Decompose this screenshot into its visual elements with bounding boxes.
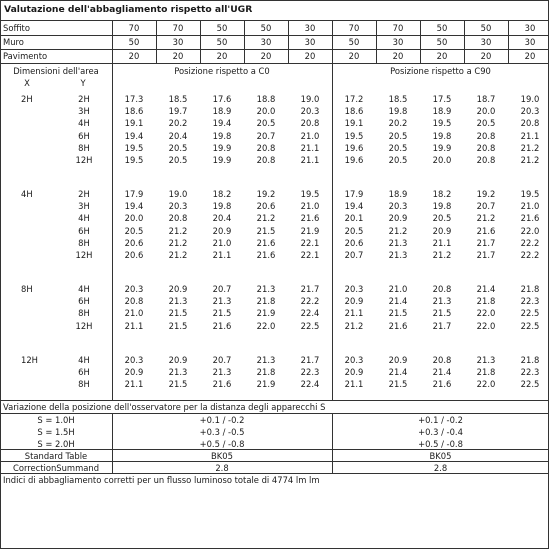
- reflectance-label: Soffito: [3, 23, 30, 33]
- ugr-c0-value: 22.1: [300, 250, 320, 260]
- reflectance-value: 70: [392, 23, 404, 33]
- ugr-c0-value: 21.3: [212, 366, 232, 377]
- ugr-c0-value: 21.6: [256, 250, 276, 260]
- ugr-c0-value: 21.5: [212, 308, 232, 319]
- ugr-c90-value: 21.1: [344, 379, 364, 389]
- ugr-c90-value: 19.1: [344, 118, 364, 129]
- ugr-c0-value: 21.5: [256, 225, 276, 236]
- ugr-c0-value: 20.3: [124, 354, 144, 365]
- ugr-c90-value: 20.1: [344, 213, 364, 224]
- divider: [156, 20, 157, 63]
- reflectance-value: 20: [392, 51, 404, 61]
- reflectance-value: 50: [480, 23, 492, 33]
- ugr-c0-value: 21.1: [124, 379, 144, 389]
- ugr-c90-value: 22.5: [520, 320, 540, 331]
- ugr-c90-value: 21.8: [476, 366, 496, 377]
- ugr-c90-value: 20.8: [476, 130, 496, 141]
- ugr-c90-value: 20.5: [344, 225, 364, 236]
- ugr-c0-value: 18.2: [212, 189, 232, 199]
- reflectance-value: 20: [260, 51, 272, 61]
- ugr-c90-value: 20.6: [344, 237, 364, 248]
- area-y-value: 12H: [75, 320, 93, 331]
- reflectance-value: 20: [216, 51, 228, 61]
- ugr-c0-value: 21.2: [168, 237, 188, 248]
- ugr-c90-value: 20.8: [476, 155, 496, 165]
- divider: [332, 413, 333, 449]
- ugr-c90-value: 21.8: [520, 354, 540, 365]
- ugr-c0-value: 20.7: [256, 130, 276, 141]
- ugr-c90-value: 21.3: [432, 296, 452, 307]
- divider: [244, 20, 245, 63]
- standard-table-label: Standard Table: [24, 451, 88, 461]
- ugr-c0-value: 22.5: [300, 320, 320, 331]
- divider: [1, 63, 549, 64]
- area-y-value: 6H: [78, 366, 90, 377]
- ugr-c90-value: 22.0: [476, 308, 496, 319]
- divider: [1, 20, 549, 21]
- divider: [200, 20, 201, 63]
- ugr-c0-value: 21.6: [300, 213, 320, 224]
- ugr-c90-value: 20.8: [520, 118, 540, 129]
- ugr-c0-value: 21.0: [124, 308, 144, 319]
- ugr-c0-value: 21.8: [256, 296, 276, 307]
- variation-label: S = 1.0H: [37, 415, 75, 425]
- ugr-c0-value: 19.2: [256, 189, 276, 199]
- ugr-c0-value: 21.0: [212, 237, 232, 248]
- ugr-c90-value: 21.1: [520, 130, 540, 141]
- ugr-c90-value: 20.8: [432, 354, 452, 365]
- ugr-c90-value: 21.6: [476, 225, 496, 236]
- ugr-c0-value: 22.0: [256, 320, 276, 331]
- ugr-c90-value: 21.4: [432, 366, 452, 377]
- area-y-value: 8H: [78, 142, 90, 153]
- ugr-c90-value: 21.5: [388, 308, 408, 319]
- ugr-c0-value: 18.9: [212, 106, 232, 117]
- ugr-c90-value: 22.0: [476, 379, 496, 389]
- reflectance-value: 20: [524, 51, 536, 61]
- ugr-c90-value: 17.9: [344, 189, 364, 199]
- area-y-value: 6H: [78, 296, 90, 307]
- area-y-value: 8H: [78, 379, 90, 389]
- ugr-c0-value: 21.0: [300, 201, 320, 212]
- reflectance-value: 20: [304, 51, 316, 61]
- ugr-c0-value: 20.0: [124, 213, 144, 224]
- divider: [332, 20, 333, 63]
- reflectance-value: 20: [480, 51, 492, 61]
- area-y-value: 6H: [78, 130, 90, 141]
- area-x-value: 12H: [21, 354, 38, 365]
- ugr-c0-value: 17.6: [212, 94, 232, 104]
- ugr-c0-value: 18.8: [256, 94, 276, 104]
- ugr-c0-value: 17.9: [124, 189, 144, 199]
- ugr-c0-value: 20.8: [256, 155, 276, 165]
- reflectance-value: 30: [304, 37, 316, 47]
- ugr-c90-value: 20.7: [476, 201, 496, 212]
- variation-label: S = 1.5H: [37, 427, 75, 437]
- ugr-c90-value: 19.2: [476, 189, 496, 199]
- reflectance-value: 20: [348, 51, 360, 61]
- area-y-value: 8H: [78, 308, 90, 319]
- reflectance-value: 30: [260, 37, 272, 47]
- reflectance-value: 50: [128, 37, 140, 47]
- ugr-c90-value: 20.2: [388, 118, 408, 129]
- ugr-c90-value: 21.2: [432, 250, 452, 260]
- reflectance-value: 70: [348, 23, 360, 33]
- ugr-c90-value: 20.5: [432, 213, 452, 224]
- ugr-c90-value: 21.3: [476, 354, 496, 365]
- ugr-c90-value: 21.8: [520, 284, 540, 294]
- ugr-c0-value: 20.3: [124, 284, 144, 294]
- ugr-c0-value: 20.6: [124, 237, 144, 248]
- reflectance-value: 20: [172, 51, 184, 61]
- ugr-c0-value: 21.3: [256, 354, 276, 365]
- ugr-c0-value: 20.6: [256, 201, 276, 212]
- variation-label: S = 2.0H: [37, 439, 75, 449]
- divider: [332, 63, 333, 401]
- ugr-c0-value: 20.8: [168, 213, 188, 224]
- footer-note: Indici di abbagliamento corretti per un flusso luminoso totale di 4774 lm lm: [3, 475, 320, 485]
- ugr-c0-value: 19.5: [124, 142, 144, 153]
- variation-c90: +0.1 / -0.2: [418, 415, 463, 425]
- variation-c90: +0.3 / -0.4: [418, 427, 463, 437]
- ugr-c90-value: 21.2: [344, 320, 364, 331]
- ugr-c0-value: 17.3: [124, 94, 144, 104]
- ugr-c0-value: 20.4: [212, 213, 232, 224]
- reflectance-value: 30: [480, 37, 492, 47]
- ugr-c90-value: 21.6: [520, 213, 540, 224]
- ugr-c90-value: 22.5: [520, 379, 540, 389]
- ugr-c0-value: 21.5: [168, 308, 188, 319]
- ugr-c90-value: 19.8: [432, 130, 452, 141]
- ugr-c0-value: 20.3: [300, 106, 320, 117]
- position-c90-header: Posizione rispetto a C90: [390, 66, 491, 76]
- area-y-value: 4H: [78, 213, 90, 224]
- ugr-c0-value: 20.8: [256, 142, 276, 153]
- divider: [508, 20, 509, 63]
- ugr-c0-value: 20.9: [168, 284, 188, 294]
- ugr-c0-value: 21.8: [256, 366, 276, 377]
- y-header: Y: [80, 78, 86, 88]
- reflectance-value: 50: [216, 23, 228, 33]
- ugr-c90-value: 19.5: [344, 130, 364, 141]
- reflectance-value: 50: [436, 23, 448, 33]
- ugr-c90-value: 22.2: [520, 250, 540, 260]
- reflectance-value: 50: [216, 37, 228, 47]
- ugr-c0-value: 21.3: [212, 296, 232, 307]
- ugr-c0-value: 22.4: [300, 379, 320, 389]
- ugr-c0-value: 18.6: [124, 106, 144, 117]
- ugr-c90-value: 21.7: [476, 250, 496, 260]
- ugr-c90-value: 20.9: [388, 354, 408, 365]
- reflectance-value: 30: [524, 37, 536, 47]
- reflectance-value: 50: [348, 37, 360, 47]
- ugr-c90-value: 21.2: [520, 142, 540, 153]
- ugr-c0-value: 19.1: [124, 118, 144, 129]
- ugr-c90-value: 20.0: [476, 106, 496, 117]
- ugr-c0-value: 21.1: [212, 250, 232, 260]
- ugr-c90-value: 22.5: [520, 308, 540, 319]
- area-y-value: 2H: [78, 94, 90, 104]
- ugr-c90-value: 17.2: [344, 94, 364, 104]
- ugr-c90-value: 20.3: [344, 354, 364, 365]
- ugr-c0-value: 21.2: [168, 225, 188, 236]
- area-y-value: 12H: [75, 155, 93, 165]
- ugr-c0-value: 21.6: [256, 237, 276, 248]
- divider: [288, 20, 289, 63]
- ugr-c0-value: 20.9: [124, 366, 144, 377]
- ugr-c90-value: 20.7: [344, 250, 364, 260]
- ugr-c90-value: 19.0: [520, 94, 540, 104]
- ugr-c0-value: 19.8: [212, 130, 232, 141]
- reflectance-value: 30: [524, 23, 536, 33]
- ugr-c90-value: 20.5: [388, 130, 408, 141]
- divider: [376, 20, 377, 63]
- ugr-c0-value: 20.7: [212, 284, 232, 294]
- area-y-value: 6H: [78, 225, 90, 236]
- ugr-c90-value: 19.9: [432, 142, 452, 153]
- position-c0-header: Posizione rispetto a C0: [174, 66, 270, 76]
- ugr-c0-value: 20.5: [124, 225, 144, 236]
- ugr-c90-value: 18.2: [432, 189, 452, 199]
- reflectance-value: 70: [128, 23, 140, 33]
- ugr-c90-value: 21.6: [432, 379, 452, 389]
- correction-label: CorrectionSummand: [12, 463, 100, 473]
- ugr-c90-value: 21.1: [432, 237, 452, 248]
- ugr-c0-value: 20.5: [256, 118, 276, 129]
- ugr-c0-value: 19.5: [300, 189, 320, 199]
- ugr-c0-value: 21.2: [256, 213, 276, 224]
- ugr-c90-value: 22.3: [520, 366, 540, 377]
- variation-title: Variazione della posizione dell'osservatore per la distanza degli apparecchi S: [3, 402, 326, 412]
- reflectance-value: 50: [436, 37, 448, 47]
- ugr-c90-value: 20.5: [388, 155, 408, 165]
- reflectance-value: 70: [172, 23, 184, 33]
- ugr-c90-value: 20.5: [388, 142, 408, 153]
- ugr-c0-value: 19.4: [124, 130, 144, 141]
- ugr-c90-value: 21.3: [388, 250, 408, 260]
- ugr-c0-value: 20.8: [300, 118, 320, 129]
- ugr-c90-value: 19.5: [520, 189, 540, 199]
- area-y-value: 3H: [78, 201, 90, 212]
- standard-table-c90: BK05: [429, 451, 452, 461]
- reflectance-value: 30: [304, 23, 316, 33]
- ugr-c90-value: 19.5: [432, 118, 452, 129]
- ugr-c90-value: 19.8: [432, 201, 452, 212]
- area-y-value: 4H: [78, 284, 90, 294]
- ugr-c90-value: 21.3: [388, 237, 408, 248]
- variation-c0: +0.5 / -0.8: [199, 439, 245, 449]
- area-y-value: 8H: [78, 237, 90, 248]
- reflectance-value: 30: [392, 37, 404, 47]
- correction-c90: 2.8: [433, 463, 448, 473]
- ugr-c0-value: 21.2: [168, 250, 188, 260]
- divider: [464, 20, 465, 63]
- ugr-c90-value: 20.8: [432, 284, 452, 294]
- variation-c90: +0.5 / -0.8: [418, 439, 463, 449]
- ugr-c0-value: 21.1: [124, 320, 144, 331]
- area-y-value: 3H: [78, 106, 90, 117]
- ugr-c0-value: 20.7: [212, 354, 232, 365]
- ugr-c0-value: 20.5: [168, 142, 188, 153]
- ugr-c0-value: 19.0: [300, 94, 320, 104]
- standard-table-c0: BK05: [211, 451, 233, 461]
- ugr-c90-value: 18.5: [388, 94, 408, 104]
- ugr-c0-value: 21.9: [256, 379, 276, 389]
- ugr-c0-value: 20.0: [256, 106, 276, 117]
- area-y-value: 4H: [78, 118, 90, 129]
- ugr-c90-value: 21.1: [344, 308, 364, 319]
- ugr-c0-value: 19.7: [168, 106, 188, 117]
- ugr-c90-value: 20.3: [344, 284, 364, 294]
- ugr-c0-value: 18.5: [168, 94, 188, 104]
- divider: [420, 20, 421, 63]
- ugr-c0-value: 21.0: [300, 130, 320, 141]
- ugr-c0-value: 19.9: [212, 155, 232, 165]
- ugr-c90-value: 18.7: [476, 94, 496, 104]
- ugr-c90-value: 20.0: [432, 155, 452, 165]
- table-title: Valutazione dell'abbagliamento rispetto all'UGR: [4, 4, 253, 15]
- ugr-c0-value: 21.3: [168, 296, 188, 307]
- ugr-c90-value: 20.3: [388, 201, 408, 212]
- ugr-c90-value: 18.9: [388, 189, 408, 199]
- reflectance-label: Pavimento: [3, 51, 48, 61]
- ugr-c0-value: 22.2: [300, 296, 320, 307]
- ugr-c90-value: 19.6: [344, 142, 364, 153]
- ugr-c0-value: 20.3: [168, 201, 188, 212]
- ugr-c90-value: 20.8: [476, 142, 496, 153]
- ugr-c90-value: 22.0: [476, 320, 496, 331]
- area-y-value: 12H: [75, 250, 93, 260]
- ugr-c90-value: 21.8: [476, 296, 496, 307]
- ugr-c90-value: 21.4: [388, 296, 408, 307]
- ugr-c0-value: 21.5: [168, 379, 188, 389]
- ugr-c0-value: 22.1: [300, 237, 320, 248]
- ugr-c0-value: 21.1: [300, 155, 320, 165]
- x-header: X: [24, 78, 30, 88]
- ugr-c90-value: 20.9: [432, 225, 452, 236]
- ugr-c0-value: 20.9: [212, 225, 232, 236]
- area-x-value: 4H: [21, 189, 33, 199]
- ugr-c90-value: 18.9: [432, 106, 452, 117]
- ugr-c0-value: 22.3: [300, 366, 320, 377]
- ugr-c90-value: 20.3: [520, 106, 540, 117]
- ugr-c90-value: 21.7: [476, 237, 496, 248]
- ugr-c90-value: 18.6: [344, 106, 364, 117]
- ugr-c0-value: 19.5: [124, 155, 144, 165]
- divider: [1, 461, 549, 462]
- ugr-c90-value: 22.3: [520, 296, 540, 307]
- ugr-c90-value: 21.2: [388, 225, 408, 236]
- reflectance-value: 50: [260, 23, 272, 33]
- ugr-c90-value: 21.0: [520, 201, 540, 212]
- area-y-value: 4H: [78, 354, 90, 365]
- ugr-c90-value: 21.4: [476, 284, 496, 294]
- ugr-c0-value: 21.3: [168, 366, 188, 377]
- ugr-c90-value: 20.9: [344, 296, 364, 307]
- ugr-c0-value: 21.5: [168, 320, 188, 331]
- ugr-c90-value: 21.6: [388, 320, 408, 331]
- ugr-c0-value: 22.4: [300, 308, 320, 319]
- dimensions-header: Dimensioni dell'area: [13, 66, 99, 76]
- ugr-c0-value: 21.7: [300, 284, 320, 294]
- ugr-c90-value: 21.5: [388, 379, 408, 389]
- divider: [112, 20, 113, 63]
- area-x-value: 8H: [21, 284, 33, 294]
- ugr-c0-value: 21.1: [300, 142, 320, 153]
- ugr-c0-value: 19.4: [124, 201, 144, 212]
- ugr-c90-value: 20.9: [344, 366, 364, 377]
- ugr-c0-value: 19.9: [212, 142, 232, 153]
- ugr-c90-value: 21.5: [432, 308, 452, 319]
- ugr-c90-value: 19.4: [344, 201, 364, 212]
- ugr-c0-value: 20.5: [168, 155, 188, 165]
- area-x-value: 2H: [21, 94, 33, 104]
- ugr-c0-value: 20.9: [168, 354, 188, 365]
- ugr-c90-value: 22.0: [520, 225, 540, 236]
- ugr-c90-value: 20.9: [388, 213, 408, 224]
- ugr-c0-value: 19.0: [168, 189, 188, 199]
- ugr-c0-value: 21.9: [300, 225, 320, 236]
- reflectance-value: 20: [436, 51, 448, 61]
- ugr-c0-value: 19.8: [212, 201, 232, 212]
- area-y-value: 2H: [78, 189, 90, 199]
- ugr-c0-value: 21.3: [256, 284, 276, 294]
- ugr-c90-value: 17.5: [432, 94, 452, 104]
- ugr-c90-value: 21.7: [432, 320, 452, 331]
- ugr-c90-value: 22.2: [520, 237, 540, 248]
- ugr-c90-value: 21.0: [388, 284, 408, 294]
- correction-c0: 2.8: [215, 463, 229, 473]
- divider: [112, 413, 113, 449]
- ugr-c90-value: 19.6: [344, 155, 364, 165]
- ugr-c90-value: 19.8: [388, 106, 408, 117]
- ugr-c0-value: 20.8: [124, 296, 144, 307]
- ugr-c90-value: 21.2: [520, 155, 540, 165]
- ugr-c90-value: 20.5: [476, 118, 496, 129]
- divider: [112, 63, 113, 401]
- ugr-c0-value: 19.4: [212, 118, 232, 129]
- variation-c0: +0.1 / -0.2: [199, 415, 245, 425]
- ugr-c0-value: 20.4: [168, 130, 188, 141]
- ugr-c0-value: 20.2: [168, 118, 188, 129]
- ugr-c0-value: 20.6: [124, 250, 144, 260]
- reflectance-value: 30: [172, 37, 184, 47]
- variation-c0: +0.3 / -0.5: [199, 427, 245, 437]
- reflectance-value: 20: [128, 51, 140, 61]
- ugr-c0-value: 21.9: [256, 308, 276, 319]
- ugr-c90-value: 21.2: [476, 213, 496, 224]
- ugr-c0-value: 21.6: [212, 320, 232, 331]
- reflectance-label: Muro: [3, 37, 24, 47]
- ugr-c90-value: 21.4: [388, 366, 408, 377]
- ugr-c0-value: 21.7: [300, 354, 320, 365]
- ugr-c0-value: 21.6: [212, 379, 232, 389]
